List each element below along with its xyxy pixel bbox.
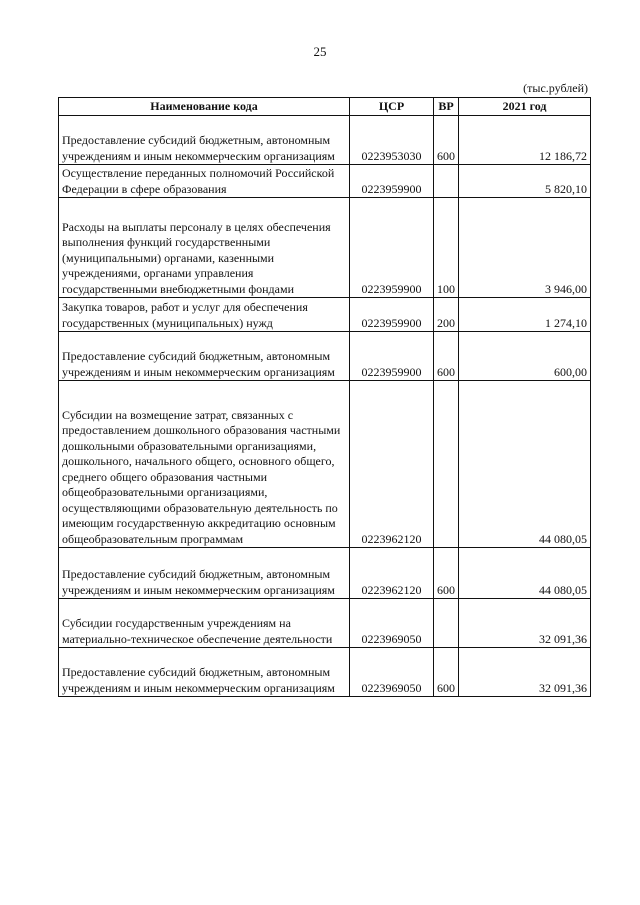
row-name: Закупка товаров, работ и услуг для обеспечения государственных (муниципальных) нужд (59, 298, 350, 332)
row-vr: 100 (434, 198, 459, 298)
table-row (59, 548, 591, 599)
table-row (59, 599, 591, 648)
header-name: Наименование кода (59, 98, 350, 116)
row-amount: 32 091,36 (459, 648, 591, 697)
table-row (59, 648, 591, 697)
page-number: 25 (313, 44, 327, 59)
row-csr: 0223959900 (350, 332, 434, 381)
table-row (59, 198, 591, 298)
row-vr (434, 599, 459, 648)
table-row (59, 298, 591, 332)
units-note: (тыс.рублей) (523, 81, 588, 95)
header-csr: ЦСР (350, 98, 434, 116)
row-csr: 0223959900 (350, 198, 434, 298)
row-vr: 600 (434, 548, 459, 599)
table-row (59, 332, 591, 381)
table-row (59, 165, 591, 198)
row-vr: 600 (434, 116, 459, 165)
budget-table (58, 97, 591, 697)
row-csr: 0223953030 (350, 116, 434, 165)
row-csr: 0223969050 (350, 648, 434, 697)
row-vr: 200 (434, 298, 459, 332)
row-name: Субсидии на возмещение затрат, связанных с предоставлением дошкольного образования частными дошкольными образовательными организациями, дошкольного, начального общего, основного общего, среднего общего образования частными общеобразовательными организациями, осуществляющими образовательную деятельность по имеющим государственную аккредитацию основным общеобразовательным программам (59, 381, 350, 548)
row-csr: 0223962120 (350, 381, 434, 548)
row-name: Субсидии государственным учреждениям на материально-техническое обеспечение деятельности (59, 599, 350, 648)
row-csr: 0223959900 (350, 165, 434, 198)
row-amount: 44 080,05 (459, 548, 591, 599)
row-csr: 0223959900 (350, 298, 434, 332)
row-name: Расходы на выплаты персоналу в целях обеспечения выполнения функций государственными (муниципальными) органами, казенными учреждениями, органами управления государственными внебюджетными фондами (59, 198, 350, 298)
row-vr: 600 (434, 332, 459, 381)
row-name: Предоставление субсидий бюджетным, автономным учреждениям и иным некоммерческим организациям (59, 548, 350, 599)
row-name: Предоставление субсидий бюджетным, автономным учреждениям и иным некоммерческим организациям (59, 648, 350, 697)
row-csr: 0223962120 (350, 548, 434, 599)
row-amount: 32 091,36 (459, 599, 591, 648)
table-row (59, 381, 591, 548)
row-amount: 44 080,05 (459, 381, 591, 548)
table-row (59, 116, 591, 165)
row-amount: 3 946,00 (459, 198, 591, 298)
row-name: Осуществление переданных полномочий Российской Федерации в сфере образования (59, 165, 350, 198)
row-amount: 1 274,10 (459, 298, 591, 332)
row-amount: 12 186,72 (459, 116, 591, 165)
row-vr: 600 (434, 648, 459, 697)
row-name: Предоставление субсидий бюджетным, автономным учреждениям и иным некоммерческим организациям (59, 332, 350, 381)
row-csr: 0223969050 (350, 599, 434, 648)
row-name: Предоставление субсидий бюджетным, автономным учреждениям и иным некоммерческим организациям (59, 116, 350, 165)
row-amount: 5 820,10 (459, 165, 591, 198)
header-vr: ВР (434, 98, 459, 116)
row-amount: 600,00 (459, 332, 591, 381)
table-header-row (59, 98, 591, 116)
row-vr (434, 381, 459, 548)
header-amount: 2021 год (459, 98, 591, 116)
row-vr (434, 165, 459, 198)
